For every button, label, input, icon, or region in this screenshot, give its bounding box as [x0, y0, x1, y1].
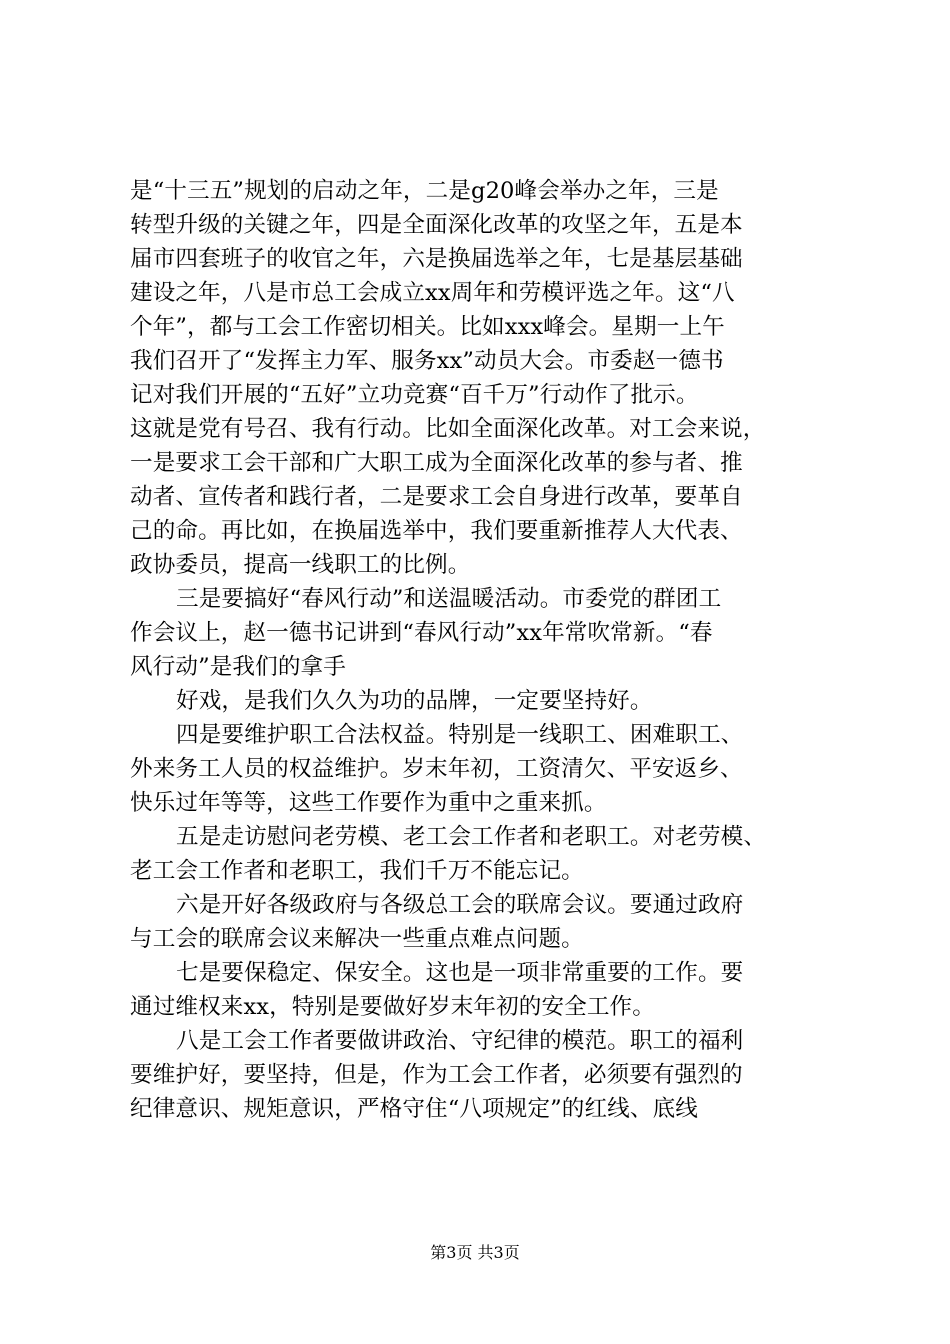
- page-number-footer: 第3页 共3页: [430, 1243, 520, 1262]
- document-body: [130, 174, 830, 1126]
- paragraph-start-line: 三是要搞好“春风行动”和送温暖活动。市委党的群团工: [176, 586, 722, 612]
- paragraph-start-line: 八是工会工作者要做讲政治、守纪律的模范。职工的福利: [176, 1028, 744, 1054]
- paragraph-start-line: 好戏，是我们久久为功的品牌，一定要坚持好。: [176, 688, 653, 714]
- text-line: 要维护好，要坚持，但是，作为工会工作者，必须要有强烈的: [130, 1062, 743, 1088]
- text-line: 是“十三五”规划的启动之年，二是g20峰会举办之年，三是: [130, 178, 719, 204]
- text-line: 个年”，都与工会工作密切相关。比如xxx峰会。星期一上午: [130, 314, 725, 340]
- text-line: 届市四套班子的收官之年，六是换届选举之年，七是基层基础: [130, 246, 743, 272]
- text-line: 己的命。再比如，在换届选举中，我们要重新推荐人大代表、: [130, 518, 743, 544]
- text-line: 外来务工人员的权益维护。岁末年初，工资清欠、平安返乡、: [130, 756, 743, 782]
- text-line: 记对我们开展的“五好”立功竞赛“百千万”行动作了批示。: [130, 382, 699, 408]
- text-line: 老工会工作者和老职工，我们千万不能忘记。: [130, 858, 584, 884]
- text-line: 通过维权来xx，特别是要做好岁末年初的安全工作。: [130, 994, 655, 1020]
- text-line: 快乐过年等等，这些工作要作为重中之重来抓。: [130, 790, 607, 816]
- text-line: 纪律意识、规矩意识，严格守住“八项规定”的红线、底线: [130, 1096, 698, 1122]
- text-line: 政协委员，提高一线职工的比例。: [130, 552, 471, 578]
- paragraph-start-line: 五是走访慰问老劳模、老工会工作者和老职工。对老劳模、: [176, 824, 767, 850]
- text-line: 与工会的联席会议来解决一些重点难点问题。: [130, 926, 584, 952]
- text-line: 一是要求工会干部和广大职工成为全面深化改革的参与者、推: [130, 450, 743, 476]
- paragraph-start-line: 四是要维护职工合法权益。特别是一线职工、困难职工、: [176, 722, 744, 748]
- text-line: 动者、宣传者和践行者，二是要求工会自身进行改革，要革自: [130, 484, 743, 510]
- text-line: 我们召开了“发挥主力军、服务xx”动员大会。市委赵一德书: [130, 348, 724, 374]
- text-line: 风行动”是我们的拿手: [130, 654, 346, 680]
- text-line: 这就是党有号召、我有行动。比如全面深化改革。对工会来说，: [130, 416, 766, 442]
- paragraph-start-line: 六是开好各级政府与各级总工会的联席会议。要通过政府: [176, 892, 744, 918]
- text-line: 转型升级的关键之年，四是全面深化改革的攻坚之年，五是本: [130, 212, 743, 238]
- text-line: 建设之年，八是市总工会成立xx周年和劳模评选之年。这“八: [130, 280, 735, 306]
- paragraph-start-line: 七是要保稳定、保安全。这也是一项非常重要的工作。要: [176, 960, 744, 986]
- text-line: 作会议上，赵一德书记讲到“春风行动”xx年常吹常新。“春: [130, 620, 713, 646]
